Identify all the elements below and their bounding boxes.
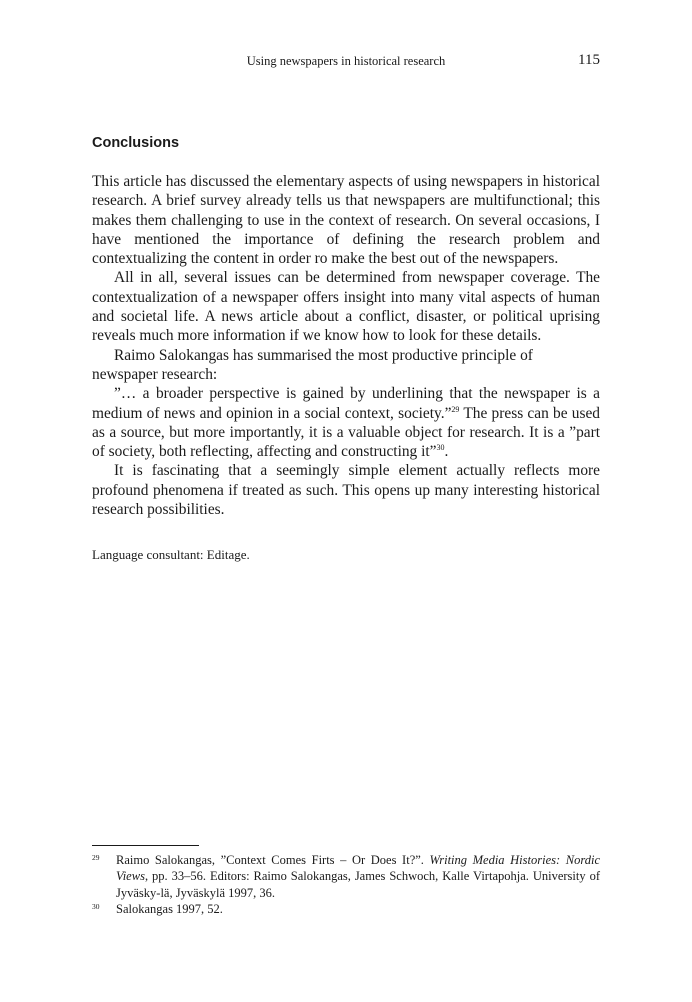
paragraph-4-continuation: The press can be used as a source, but more importantly, it is a valuable object for research. It is a ”part of society, both reflecting, affecting and constructing it”: [92, 404, 600, 461]
footnote-citation-author: Raimo Salokangas, ”Context Comes Firts – Or Does It?”.: [116, 853, 430, 867]
footnote-number: 30: [92, 901, 100, 911]
section-heading: Conclusions: [92, 135, 180, 151]
page-number: 115: [578, 52, 600, 68]
paragraph-4-end: .: [444, 443, 449, 461]
paragraph-4-quote: [92, 384, 600, 461]
paragraph-3: Raimo Salokangas has summarised the most productive principle of newspaper research:: [92, 346, 533, 383]
footnote-text: Salokangas 1997, 52.: [116, 901, 223, 916]
footnote-number: 29: [92, 853, 100, 862]
quote-text: ”… a broader perspective is gained by underlining that the newspaper is a medium of news and opinion in a social context, society.”: [92, 385, 600, 422]
footnote-30: [92, 901, 600, 917]
footnote-ref-30[interactable]: 30: [436, 443, 445, 453]
paragraph-2: All in all, several issues can be determined from newspaper coverage. The contextualization of a newspaper offers insight into many vital aspects of human and societal life. A news article about a conflict, disaster, or political uprising reveals much more information if we know how to look for these details.: [92, 269, 600, 345]
footnote-ref-29[interactable]: 29: [451, 404, 460, 414]
paragraph-1: This article has discussed the elementary aspects of using newspapers in historical research. A brief survey already tells us that newspapers are multifunctional; this makes them challenging to use in the context of research. On several occasions, I have mentioned the importance of defining the research problem and contextualizing the content in order ro make the best out of the newspapers.: [92, 173, 600, 268]
footnote-29: [92, 852, 600, 901]
footnotes: [92, 852, 600, 917]
language-consultant-note: Language consultant: Editage.: [92, 547, 250, 562]
footnote-text: [116, 852, 600, 901]
running-title: Using newspapers in historical research: [246, 54, 446, 68]
running-header: [92, 54, 600, 72]
footnote-citation-title: Writing Media Histories: Nordic Views: [116, 853, 600, 884]
paragraph-5: It is fascinating that a seemingly simple element actually reflects more profound phenomena if treated as such. This opens up many interesting historical research possibilities.: [92, 462, 600, 519]
footnote-citation-details: , pp. 33–56. Editors: Raimo Salokangas, James Schwoch, Kalle Virtapohja. University of Jyväsky-lä, Jyväskylä 1997, 36.: [116, 869, 600, 900]
footnote-divider: [92, 845, 199, 846]
body-text: [92, 172, 600, 519]
